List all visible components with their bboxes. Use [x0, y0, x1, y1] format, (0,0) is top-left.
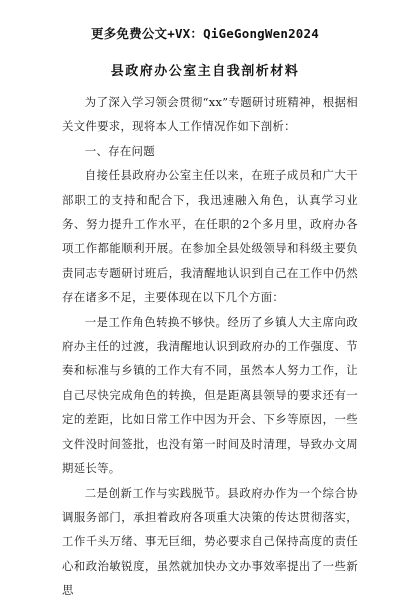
body-paragraph: 一是工作角色转换不够快。经历了乡镇人大主席向政府办主任的过渡，我清醒地认识到政府办的工作强度、节奏和标准与乡镇的工作大有不同，虽然本人努力工作，让自己尽快完成角色的转换，但是距离县领导的要求还有一定的差距，比如日常工作中因为开会、下乡等原因，一些文件没时间签批，也没有第一时间及时清理，导致办文周期延长等。 [62, 314, 358, 476]
section-heading: 一、存在问题 [84, 143, 155, 158]
document-body [62, 90, 358, 603]
document-title: 县政府办公室主自我剖析材料 [110, 64, 300, 79]
promo-banner: 更多免费公文+VX：QiGeGongWen2024 [91, 26, 319, 41]
body-paragraph: 自接任县政府办公室主任以来，在班子成员和广大干部职工的支持和配合下，我迅速融入角色，认真学习业务、努力提升工作水平，在任职的2个多月里，政府办各项工作都能顺利开展。在参加全县处级领导和科级主要负责同志专题研讨班后，我清醒地认识到自己在工作中仍然存在诸多不足，主要体现在以下几个方面： [62, 168, 358, 305]
intro-paragraph: 为了深入学习领会贯彻“xx”专题研讨班精神，根据相关文件要求，现将本人工作情况作如下剖析： [62, 95, 358, 134]
body-paragraph: 二是创新工作与实践脱节。县政府办作为一个综合协调服务部门，承担着政府各项重大决策的传达贯彻落实，工作千头万绪、事无巨细，势必要求自己保持高度的责任心和政治敏锐度，虽然就加快办文办事效率提出了一些新思 [62, 485, 358, 598]
